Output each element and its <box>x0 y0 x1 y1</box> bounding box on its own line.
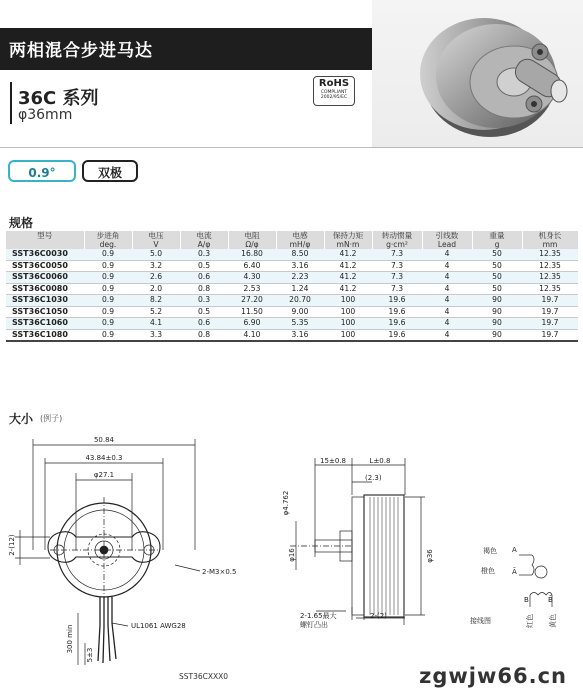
table-cell: 2.53 <box>228 283 276 295</box>
column-unit: Lead <box>422 240 472 249</box>
table-cell: 4 <box>422 295 472 307</box>
table-cell: 6.90 <box>228 318 276 330</box>
model-cell: SST36C1060 <box>6 318 84 330</box>
spec-heading: 规格 <box>9 216 34 230</box>
column-header: 重量 <box>472 231 522 240</box>
wire-yellow: 黄色 <box>549 614 557 628</box>
model-cell: SST36C0080 <box>6 283 84 295</box>
dim-rivet-label: 螺钉凸出 <box>300 621 328 629</box>
table-cell: 3.2 <box>132 260 180 272</box>
table-cell: 100 <box>324 306 372 318</box>
table-cell: 7.3 <box>372 272 422 284</box>
table-cell: 20.70 <box>276 295 324 307</box>
table-cell: 0.8 <box>180 283 228 295</box>
table-row <box>6 306 578 318</box>
column-header: 引线数 <box>422 231 472 240</box>
table-cell: 0.3 <box>180 295 228 307</box>
wire-orange: 橙色 <box>481 567 495 575</box>
table-row <box>6 295 578 307</box>
column-header: 机身长 <box>522 231 578 240</box>
series-diameter: φ36mm <box>18 107 73 123</box>
table-cell: 19.7 <box>522 329 578 341</box>
dimension-drawing <box>0 425 583 670</box>
table-cell: 0.6 <box>180 272 228 284</box>
table-cell: 5.2 <box>132 306 180 318</box>
divider <box>0 147 583 148</box>
table-cell: 0.9 <box>84 329 132 341</box>
dim-mount-holes: 2-M3×0.5 <box>202 568 237 576</box>
table-cell: 4.1 <box>132 318 180 330</box>
column-header: 步进角 <box>84 231 132 240</box>
table-cell: 19.6 <box>372 295 422 307</box>
dim-body-length: L±0.8 <box>369 457 391 465</box>
column-unit <box>6 240 84 249</box>
table-cell: 0.8 <box>180 329 228 341</box>
dim-hole-pitch: 43.84±0.3 <box>85 454 123 462</box>
table-cell: 100 <box>324 295 372 307</box>
table-cell: 41.2 <box>324 272 372 284</box>
table-cell: 16.80 <box>228 249 276 260</box>
table-cell: 8.2 <box>132 295 180 307</box>
dim-cable: UL1061 AWG28 <box>131 622 186 630</box>
dimensions-note: (例子) <box>40 414 63 423</box>
column-header: 电阻 <box>228 231 276 240</box>
table-cell: 100 <box>324 329 372 341</box>
table-row <box>6 318 578 330</box>
table-cell: 0.9 <box>84 249 132 260</box>
table-cell: 12.35 <box>522 283 578 295</box>
column-header: 转动惯量 <box>372 231 422 240</box>
table-cell: 7.3 <box>372 249 422 260</box>
table-cell: 7.3 <box>372 283 422 295</box>
table-cell: 0.9 <box>84 260 132 272</box>
table-cell: 11.50 <box>228 306 276 318</box>
table-cell: 0.3 <box>180 249 228 260</box>
dim-gap: 2-(2) <box>370 612 387 620</box>
coil-a-bar: Ā <box>512 568 517 576</box>
dim-lead-length: 300 min <box>66 624 74 654</box>
coil-b: B <box>524 596 529 604</box>
table-cell: 27.20 <box>228 295 276 307</box>
coil-a: A <box>512 546 517 554</box>
table-cell: 41.2 <box>324 260 372 272</box>
table-cell: 6.40 <box>228 260 276 272</box>
table-cell: 1.24 <box>276 283 324 295</box>
table-cell: 41.2 <box>324 249 372 260</box>
table-cell: 90 <box>472 306 522 318</box>
table-cell: 5.35 <box>276 318 324 330</box>
table-cell: 0.9 <box>84 295 132 307</box>
table-cell: 0.9 <box>84 272 132 284</box>
rohs-subtitle: COMPLIANT 2002/95/EC <box>320 90 348 100</box>
column-unit: g <box>472 240 522 249</box>
table-row <box>6 329 578 341</box>
table-row <box>6 249 578 260</box>
table-row <box>6 283 578 295</box>
table-cell: 90 <box>472 329 522 341</box>
model-cell: SST36C0050 <box>6 260 84 272</box>
dim-shaft-length: 15±0.8 <box>320 457 346 465</box>
table-cell: 4 <box>422 272 472 284</box>
dim-max-rivet: 2-1.65最大 <box>300 612 337 620</box>
column-header: 电压 <box>132 231 180 240</box>
dim-flange: (2.3) <box>365 474 382 482</box>
spec-table <box>6 231 579 342</box>
wire-red: 红色 <box>526 614 534 628</box>
table-cell: 50 <box>472 260 522 272</box>
table-cell: 8.50 <box>276 249 324 260</box>
table-cell: 12.35 <box>522 249 578 260</box>
dim-shaft-dia: φ16 <box>288 548 296 562</box>
wiring-label: 接线图 <box>470 617 491 625</box>
column-unit: deg. <box>84 240 132 249</box>
dimensions-heading: 大小 <box>9 412 34 426</box>
model-cell: SST36C0030 <box>6 249 84 260</box>
table-cell: 4 <box>422 329 472 341</box>
table-cell: 0.9 <box>84 283 132 295</box>
model-code: SST36CXXX0 <box>179 672 229 681</box>
page-title: 两相混合步进马达 <box>9 41 153 61</box>
table-cell: 50 <box>472 249 522 260</box>
table-cell: 19.7 <box>522 318 578 330</box>
table-cell: 12.35 <box>522 260 578 272</box>
table-cell: 7.3 <box>372 260 422 272</box>
dim-strip: 5±3 <box>86 647 94 663</box>
table-cell: 19.7 <box>522 295 578 307</box>
table-row <box>6 272 578 284</box>
table-cell: 19.6 <box>372 329 422 341</box>
bipolar-tag: 双极 <box>82 160 138 182</box>
table-cell: 4.30 <box>228 272 276 284</box>
step-angle-tag: 0.9° <box>8 160 76 182</box>
table-cell: 4 <box>422 318 472 330</box>
table-cell: 12.35 <box>522 272 578 284</box>
table-cell: 50 <box>472 272 522 284</box>
table-cell: 100 <box>324 318 372 330</box>
table-cell: 4 <box>422 283 472 295</box>
table-row <box>6 260 578 272</box>
table-cell: 5.0 <box>132 249 180 260</box>
table-cell: 4 <box>422 260 472 272</box>
table-cell: 0.5 <box>180 260 228 272</box>
table-cell: 19.6 <box>372 306 422 318</box>
accent-rule <box>10 82 12 124</box>
table-cell: 0.5 <box>180 306 228 318</box>
wire-brown: 褐色 <box>483 547 497 555</box>
table-cell: 2.0 <box>132 283 180 295</box>
column-header: 型号 <box>6 231 84 240</box>
table-cell: 19.7 <box>522 306 578 318</box>
column-unit: mH/φ <box>276 240 324 249</box>
model-cell: SST36C0060 <box>6 272 84 284</box>
dim-pcd: φ27.1 <box>93 471 115 479</box>
dim-side: 2-(12) <box>8 534 16 556</box>
table-cell: 0.6 <box>180 318 228 330</box>
table-cell: 0.9 <box>84 306 132 318</box>
table-cell: 3.3 <box>132 329 180 341</box>
dim-body-dia: φ36 <box>426 549 434 563</box>
column-header: 电感 <box>276 231 324 240</box>
rohs-title: RoHS <box>318 78 350 89</box>
table-cell: 50 <box>472 283 522 295</box>
table-cell: 4.10 <box>228 329 276 341</box>
table-cell: 3.16 <box>276 260 324 272</box>
coil-b-bar: B̄ <box>548 596 553 604</box>
column-header: 保持力矩 <box>324 231 372 240</box>
column-unit: mm <box>522 240 578 249</box>
table-cell: 90 <box>472 318 522 330</box>
table-cell: 90 <box>472 295 522 307</box>
table-cell: 4 <box>422 249 472 260</box>
column-unit: Ω/φ <box>228 240 276 249</box>
column-unit: mN·m <box>324 240 372 249</box>
dim-boss-dia: φ4.762 <box>282 490 290 516</box>
table-cell: 0.9 <box>84 318 132 330</box>
column-unit: g·cm² <box>372 240 422 249</box>
motor-photo <box>372 0 583 148</box>
model-cell: SST36C1030 <box>6 295 84 307</box>
column-unit: A/φ <box>180 240 228 249</box>
column-header: 电流 <box>180 231 228 240</box>
series-title: 36C 系列 <box>18 88 99 109</box>
table-cell: 41.2 <box>324 283 372 295</box>
model-cell: SST36C1050 <box>6 306 84 318</box>
table-cell: 2.6 <box>132 272 180 284</box>
table-cell: 9.00 <box>276 306 324 318</box>
watermark: zgwjw66.cn <box>419 664 567 688</box>
model-cell: SST36C1080 <box>6 329 84 341</box>
table-cell: 3.16 <box>276 329 324 341</box>
column-unit: V <box>132 240 180 249</box>
table-cell: 4 <box>422 306 472 318</box>
dim-overall-width: 50.84 <box>93 436 115 444</box>
table-cell: 19.6 <box>372 318 422 330</box>
title-bar <box>0 28 372 70</box>
table-cell: 2.23 <box>276 272 324 284</box>
rohs-badge <box>313 76 355 106</box>
